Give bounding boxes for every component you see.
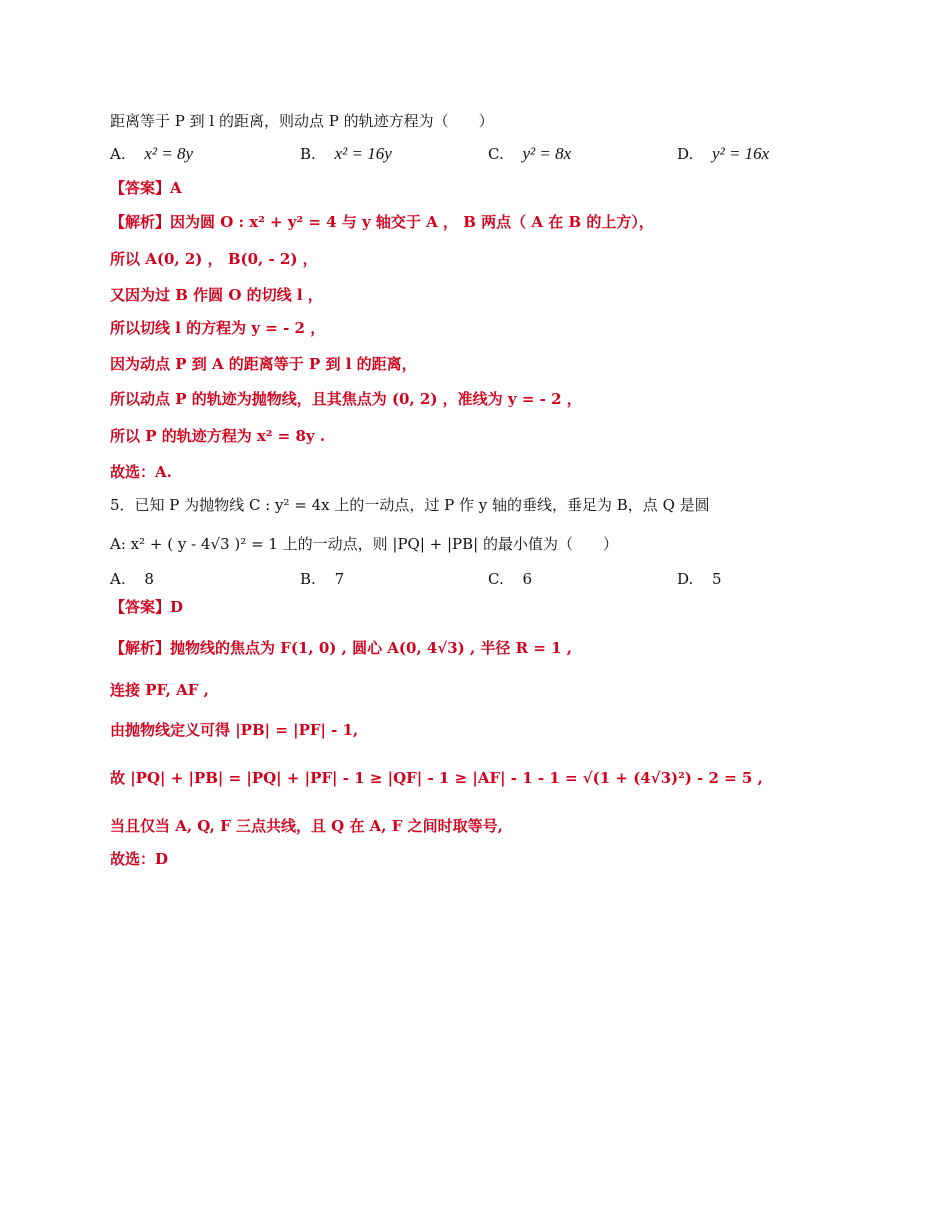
q4-option-a bbox=[110, 144, 193, 164]
option-label: D. bbox=[677, 570, 694, 588]
option-text: x² = 16y bbox=[334, 144, 392, 163]
q5-analysis-line-2: 连接 PF, AF , bbox=[110, 681, 209, 699]
option-label: C. bbox=[488, 145, 504, 163]
q4-answer bbox=[110, 178, 182, 198]
q4-analysis-line-6: 所以动点 P 的轨迹为抛物线，且其焦点为 (0, 2) ，准线为 y = - 2 ， bbox=[110, 390, 582, 408]
q4-analysis-line-7: 所以 P 的轨迹方程为 x² = 8y . bbox=[110, 427, 326, 445]
q5-option-c bbox=[488, 569, 532, 589]
q5-analysis-line-5: 当且仅当 A, Q, F 三点共线，且 Q 在 A, F 之间时取等号, bbox=[110, 817, 503, 835]
analysis-text: 抛物线的焦点为 F(1, 0) , 圆心 A(0, 4√3) , 半径 R = 1 , bbox=[170, 639, 572, 657]
option-label: C. bbox=[488, 570, 504, 588]
q5-stem-line-2: A: x² + ( y - 4√3 )² = 1 上的一动点，则 |PQ| + |PB| 的最小值为（ ） bbox=[110, 535, 618, 553]
q5-option-b bbox=[300, 569, 344, 589]
q4-option-b bbox=[300, 144, 392, 164]
q5-analysis-line-1 bbox=[110, 638, 572, 658]
analysis-label: 【解析】 bbox=[110, 213, 171, 231]
option-label: D. bbox=[677, 145, 694, 163]
q5-answer bbox=[110, 597, 183, 617]
answer-value: D bbox=[170, 598, 184, 616]
option-label: A. bbox=[110, 570, 126, 588]
option-text: y² = 8x bbox=[522, 144, 572, 163]
q5-analysis-line-4: 故 |PQ| + |PB| = |PQ| + |PF| - 1 ≥ |QF| - 1 ≥ |AF| - 1 - 1 = √(1 + (4√3)²) - 2 = 5 , bbox=[110, 769, 763, 787]
option-text: 6 bbox=[522, 570, 533, 588]
answer-value: A bbox=[170, 179, 182, 197]
q4-option-c bbox=[488, 144, 571, 164]
q4-analysis-line-1 bbox=[110, 212, 654, 232]
q4-option-d bbox=[677, 144, 769, 164]
analysis-text: 因为圆 O : x² + y² = 4 与 y 轴交于 A ， B 两点（ A 在 B 的上方）， bbox=[170, 213, 654, 231]
option-text: 7 bbox=[334, 570, 345, 588]
q4-analysis-line-8: 故选：A. bbox=[110, 463, 172, 481]
q5-analysis-line-3: 由抛物线定义可得 |PB| = |PF| - 1, bbox=[110, 721, 359, 739]
option-text: y² = 16x bbox=[712, 144, 770, 163]
q4-analysis-line-4: 所以切线 l 的方程为 y = - 2 ， bbox=[110, 319, 326, 337]
analysis-label: 【解析】 bbox=[110, 639, 171, 657]
answer-label: 【答案】 bbox=[110, 179, 171, 197]
option-text: x² = 8y bbox=[144, 144, 194, 163]
q5-option-d bbox=[677, 569, 722, 589]
q5-stem-line-1: 5．已知 P 为抛物线 C : y² = 4x 上的一动点，过 P 作 y 轴的垂线，垂足为 B，点 Q 是圆 bbox=[110, 496, 710, 514]
q5-option-a bbox=[110, 569, 154, 589]
q4-stem-tail: 距离等于 P 到 l 的距离，则动点 P 的轨迹方程为（ ） bbox=[110, 112, 494, 130]
option-label: B. bbox=[300, 570, 316, 588]
answer-label: 【答案】 bbox=[110, 598, 171, 616]
option-label: A. bbox=[110, 145, 126, 163]
option-label: B. bbox=[300, 145, 316, 163]
q4-analysis-line-5: 因为动点 P 到 A 的距离等于 P 到 l 的距离， bbox=[110, 355, 417, 373]
q4-analysis-line-3: 又因为过 B 作圆 O 的切线 l ， bbox=[110, 286, 323, 304]
option-text: 8 bbox=[144, 570, 154, 588]
q4-analysis-line-2: 所以 A(0, 2) ， B(0, - 2) ， bbox=[110, 250, 318, 268]
option-text: 5 bbox=[712, 570, 722, 588]
q5-analysis-line-6: 故选：D bbox=[110, 850, 169, 868]
